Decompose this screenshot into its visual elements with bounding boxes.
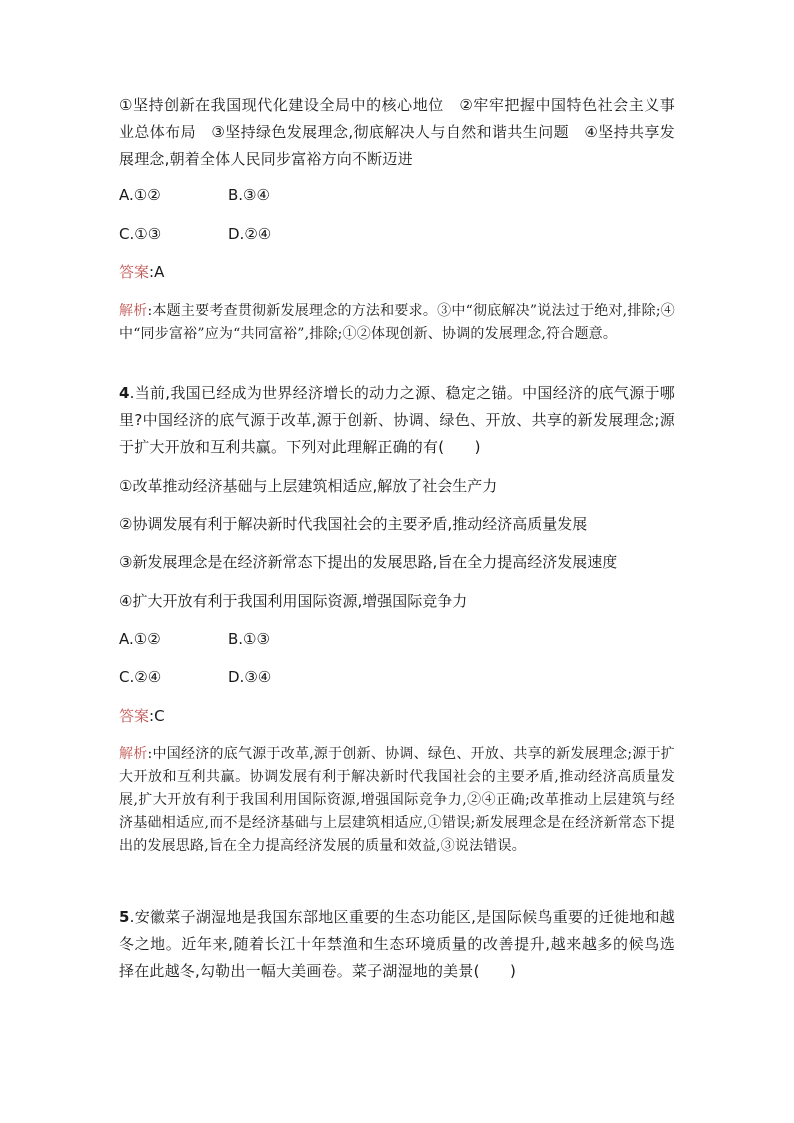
- q4-option-a: A.①②: [119, 630, 161, 648]
- q4-item-4: ④扩大开放有利于我国利用国际资源,增强国际竞争力: [119, 592, 468, 610]
- q4-option-c: C.②④: [119, 668, 162, 686]
- q4-item-3: ③新发展理念是在经济新常态下提出的发展思路,旨在全力提高经济发展速度: [119, 553, 618, 571]
- explanation-label: 解析: [119, 303, 148, 319]
- q4-option-d: D.③④: [228, 668, 272, 686]
- question-number: 4: [119, 384, 130, 402]
- q3-option-b: B.③④: [228, 186, 270, 204]
- q3-answer: [119, 262, 164, 282]
- explanation-text: :本题主要考查贯彻新发展理念的方法和要求。③中“彻底解决”说法过于绝对,排除;④中“同步富裕”应为“共同富裕”,排除;①②体现创新、协调的发展理念,符合题意。: [119, 303, 675, 342]
- question-text: .当前,我国已经成为世界经济增长的动力之源、稳定之锚。中国经济的底气源于哪里?中国经济的底气源于改革,源于创新、协调、绿色、开放、共享的新发展理念;源于扩大开放和互利共赢。下列对此理解正确的有( ): [119, 384, 675, 456]
- explanation-label: 解析: [119, 746, 148, 762]
- q3-explanation: [119, 300, 675, 346]
- q4-item-1: ①改革推动经济基础与上层建筑相适应,解放了社会生产力: [119, 477, 498, 495]
- q4-option-b: B.①③: [228, 630, 270, 648]
- answer-value: :C: [149, 707, 165, 725]
- q3-option-a: A.①②: [119, 186, 161, 204]
- q3-option-d: D.②④: [228, 225, 272, 243]
- answer-value: :A: [149, 263, 165, 281]
- question-text: .安徽菜子湖湿地是我国东部地区重要的生态功能区,是国际候鸟重要的迁徙地和越冬之地。近年来,随着长江十年禁渔和生态环境质量的改善提升,越来越多的候鸟选择在此越冬,勾勒出一幅大美画卷。菜子湖湿地的美景( ): [119, 908, 675, 980]
- q3-option-c: C.①③: [119, 225, 162, 243]
- q4-item-2: ②协调发展有利于解决新时代我国社会的主要矛盾,推动经济高质量发展: [119, 515, 588, 533]
- answer-label: 答案: [119, 707, 150, 725]
- question-number: 5: [119, 908, 130, 926]
- q4-stem: [119, 380, 675, 461]
- q4-answer: [119, 706, 165, 726]
- q4-explanation: [119, 743, 675, 858]
- q5-stem: [119, 904, 675, 985]
- q3-stem: ①坚持创新在我国现代化建设全局中的核心地位 ②牢牢把握中国特色社会主义事业总体布局 ③坚持绿色发展理念,彻底解决人与自然和谐共生问题 ④坚持共享发展理念,朝着全体人民同步富裕方向不断迈进: [119, 96, 675, 168]
- explanation-text: :中国经济的底气源于改革,源于创新、协调、绿色、开放、共享的新发展理念;源于扩大开放和互利共赢。协调发展有利于解决新时代我国社会的主要矛盾,推动经济高质量发展,扩大开放有利于我国利用国际资源,增强国际竞争力,②④正确;改革推动上层建筑与经济基础相适应,而不是经济基础与上层建筑相适应,①错误;新发展理念是在经济新常态下提出的发展思路,旨在全力提高经济发展的质量和效益,③说法错误。: [119, 746, 675, 854]
- answer-label: 答案: [119, 263, 150, 281]
